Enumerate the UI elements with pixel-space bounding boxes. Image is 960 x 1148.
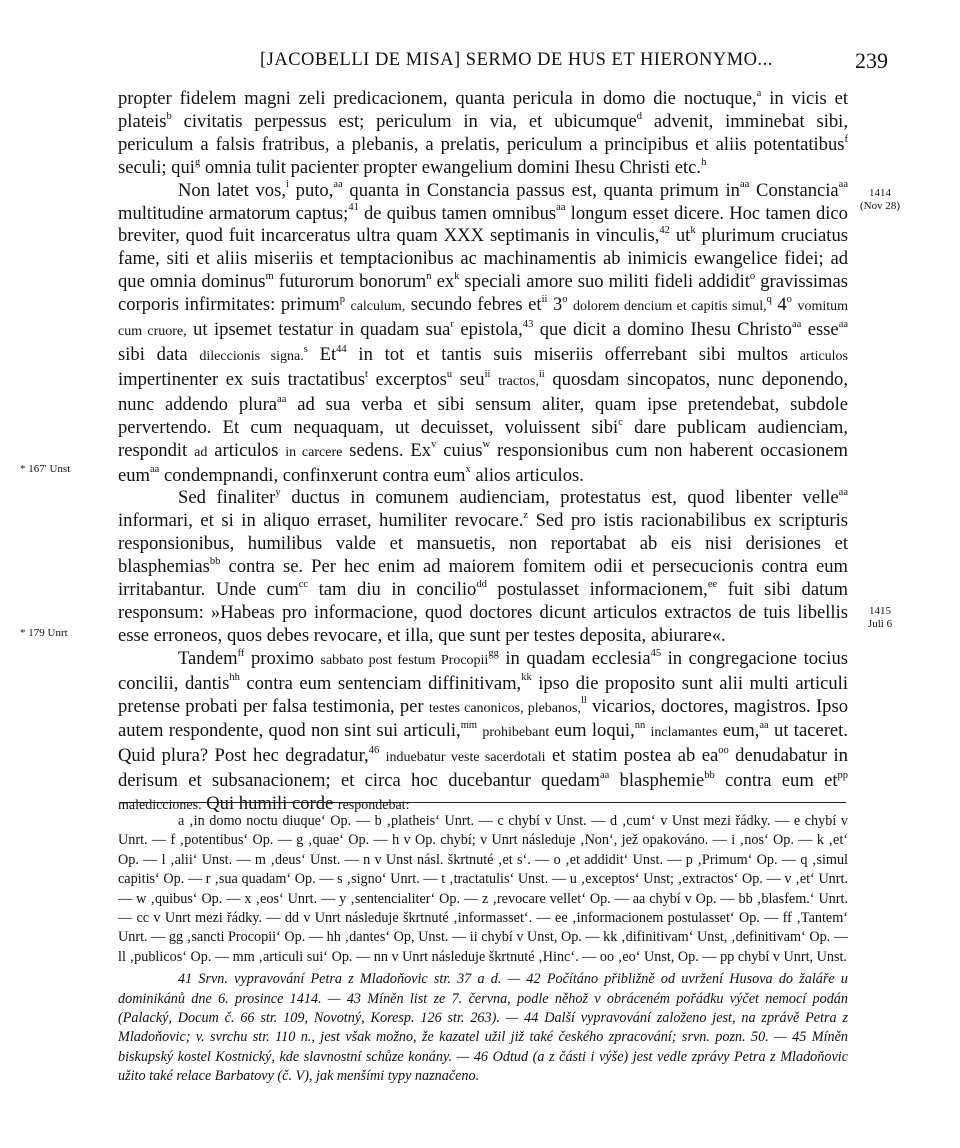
text-run: responsionibus cum non haberent occasionem eum (118, 439, 849, 486)
text-run: advenit, imminebat sibi, periculum a falsis fratribus, a plebanis, a prelatis, periculum a principibus et aliis potentatibus (118, 110, 848, 155)
text-run: impertinenter ex suis tractatibus (118, 368, 366, 390)
text-run: ductus in comunem audienciam, protestatus est, quod libenter (280, 487, 803, 509)
text-run: Sed pro istis racionabilibus ex scripturis responsionibus, humilibus valde et mansuetis, non reportabat ab eis nisi derisiones et blasphemias (118, 510, 848, 578)
text-run: seu (452, 368, 485, 390)
note-mark: k (454, 271, 460, 283)
note-mark: ll (580, 695, 587, 707)
note-mark: aa (333, 179, 343, 191)
text-run: blasphemie (609, 770, 705, 792)
text-run: in carcere (285, 444, 343, 460)
margin-date-1415 (850, 605, 910, 631)
note-mark: aa (599, 770, 610, 782)
margin-date-1414 (850, 187, 910, 213)
text-run: plurimum cruciatus fame, siti et aliis miseriis et temptacionibus ac machinamentis ab inimicis ewangelice fidei; ad que omnia dominus (118, 225, 848, 293)
running-title: [JACOBELLI DE MISA] SERMO DE HUS ET HIERONYMO... (260, 50, 773, 70)
margin-note-unst: * 167' Unst (20, 463, 71, 475)
text-run: 4 (771, 294, 787, 316)
note-mark: kk (521, 672, 532, 684)
text-run: induebatur veste sacerdotali (385, 750, 546, 766)
text-run: eum, (717, 720, 760, 742)
text-run: articulos (207, 439, 286, 461)
text-run: Sed finaliter (178, 487, 276, 509)
text-run: futurorum bonorum (273, 271, 427, 293)
text-run: in quadam ecclesia (498, 647, 651, 669)
text-run: ipso die proposito sunt alii multi articuli pretense probati per falsa testimonia, per (118, 672, 848, 717)
text-run: sabbato post festum Procopii (320, 652, 489, 668)
note-mark: u (446, 368, 453, 380)
text-run: dantis (184, 672, 230, 694)
note-mark: aa (838, 318, 849, 330)
note-mark: q (766, 293, 772, 305)
note-mark: oo (718, 745, 729, 757)
note-mark: 42 (659, 225, 670, 237)
paragraph (118, 88, 848, 180)
note-mark: 46 (368, 745, 380, 757)
note-mark: x (465, 464, 471, 476)
text-run: excerptos (367, 368, 447, 390)
note-mark: ii (538, 368, 545, 380)
text-run: eum loqui, (549, 720, 635, 742)
note-mark: bb (704, 770, 715, 782)
paragraph (118, 487, 848, 647)
note-mark: aa (838, 179, 848, 191)
text-run: in congregacione tocius concilii, (118, 647, 848, 694)
note-mark: nn (634, 720, 646, 732)
text-run: proximo (244, 647, 321, 669)
text-run: calculum, (350, 299, 406, 315)
text-run: 3 (547, 294, 563, 316)
margin-day: Juli 6 (867, 618, 893, 630)
text-run: maledicciones. (118, 798, 202, 814)
note-mark: ff (237, 647, 245, 659)
text-run: speciali amore suo militi fideli addidit (459, 271, 750, 293)
note-mark: dd (476, 578, 487, 590)
footnote-divider (120, 802, 846, 803)
note-mark: o (786, 293, 792, 305)
text-run: testes canonicos, plebanos, (428, 700, 581, 716)
note-mark: a (756, 87, 762, 99)
text-run: ex (431, 271, 455, 293)
note-mark: d (636, 110, 643, 122)
text-run: multitudine armatorum captus; (118, 202, 349, 224)
commentary-notes: 41 Srvn. vypravování Petra z Mladoňovic str. 37 a d. — 42 Počítáno přibližně od uvržení Husova do žaláře u dominikánů dne 6. prosince 1414. — 43 Míněn list ze 7. června, podle něhož v obráceném pořádku výčet nemocí podán (Palacký, Docum č. 66 str. 109, Novotný, Koresp. 126 str. 263). — 44 Další vypravování založeno jest, na zprávě Petra z Mladoňovic; v. svrchu str. 110 n., jest však možno, že kazatel užil již také českého zpracování; srvn. pozn. 50. — 45 Míněn biskupský kostel Kostnický, kde slavnostní schůze konány. — 46 Odtud (a z části i výše) jest vedle zprávy Petra z Mladoňovic užito také relace Barbatovy (č. V), jak menšími typy naznačeno. (118, 971, 848, 1085)
note-mark: c (618, 416, 623, 428)
note-mark: aa (791, 318, 802, 330)
text-run: longum esset dicere. Hoc tamen dico breviter, quod fuit incarceratus ultra quam XXX septimanis in vinculis, (118, 202, 848, 247)
text-run: contra se. Per hec enim ad maiorem fomitem odii et persecucionis contra eum irritabantur. Unde cum (118, 556, 848, 601)
text-run (490, 369, 498, 390)
note-mark: hh (229, 672, 240, 684)
note-mark: k (690, 225, 696, 237)
note-mark: b (166, 110, 172, 122)
text-run: in tot et tantis suis miseriis offerrebant sibi multos (346, 343, 800, 365)
note-mark: 43 (522, 318, 534, 330)
text-run: dare publicam audienciam, respondit (118, 416, 848, 461)
note-mark: o (562, 293, 568, 305)
note-mark: y (275, 487, 281, 499)
note-mark: aa (739, 179, 750, 191)
text-run: inclamantes (650, 725, 718, 741)
paragraph (118, 648, 848, 818)
text-run: vicarios, doctores, magistros. Ipso autem respondente, quod non sint sui articuli, (118, 695, 848, 742)
text-run: ut (669, 225, 691, 247)
text-run: ad sua verba et sibi sensum aliter, quam ipse pretendebat, subdole pervertendo. Et cum nequaquam, ut decuisset, voluissent sibi (118, 393, 848, 438)
paragraph (118, 180, 848, 488)
text-run: Et (307, 343, 337, 365)
text-run: prohibebant (482, 725, 550, 741)
text-run: et statim postea ab ea (545, 745, 719, 767)
text-run: articulos (799, 348, 849, 364)
note-mark: p (339, 293, 345, 305)
note-mark: m (265, 271, 274, 283)
note-mark: pp (837, 770, 849, 782)
text-run: postulasset informacionem, (486, 579, 708, 601)
main-text (118, 88, 848, 818)
text-run: vomitum cum cruore, (118, 299, 848, 340)
text-run: tractos, (498, 373, 539, 389)
text-run: puto, (288, 179, 334, 201)
text-run: seculi; qui (118, 156, 195, 178)
note-mark: w (482, 439, 491, 451)
text-run: quanta in Constancia passus est, quanta primum in (342, 179, 740, 201)
margin-note-unrt: * 179 Unrt (20, 627, 68, 639)
text-run: contra eum et (714, 770, 838, 792)
text-run: sedens. Ex (342, 439, 432, 461)
note-mark: cc (298, 578, 309, 590)
text-run: cuius (436, 439, 483, 461)
margin-day: (Nov 28) (859, 200, 901, 212)
text-run: ut taceret. Quid plura? Post hec degradatur, (118, 720, 848, 767)
text-run: tam diu in concilio (308, 579, 477, 601)
note-mark: 44 (336, 343, 347, 355)
note-mark: 41 (348, 202, 359, 214)
note-mark: h (701, 156, 707, 168)
text-run: ut ipsemet testatur in quadam sua (186, 319, 451, 341)
note-mark: i (285, 179, 289, 191)
text-run: que dicit a domino Ihesu Christo (533, 319, 792, 341)
note-mark: aa (759, 720, 769, 732)
text-run: civitatis perpessus est; periculum in via, et ubicumque (171, 110, 637, 132)
note-mark: n (426, 271, 432, 283)
text-run: respondebat: (337, 798, 410, 814)
variant-readings: a ‚in domo noctu diuque‘ Op. — b ‚platheis‘ Unrt. — c chybí v Unst. — d ‚cum‘ v Unst mezi řádky. — e chybí v Unrt. — f ‚potentibus‘ Op. — g ‚quae‘ Op. — h v Op. chybí; v Unrt následuje ‚Non‘, jež opakováno. — i ‚nos‘ Op. — k ‚et‘ Op. — l ‚alii‘ Unst. — m ‚deus‘ Unst. — n v Unst násl. škrtnuté ‚et s‘. — o ‚et addidit‘ Unst. — p ‚Primum‘ Op. — q ‚simul capitis‘ Op. — r ‚sua quadam‘ Op. — s ‚signo‘ Unrt. — t ‚tractatulis‘ Unst. — u ‚exceptos‘ Unst; ‚extractos‘ Op. — v ‚et‘ Unrt. — w ‚quibus‘ Op. — x ‚eos‘ Unrt. — y ‚sentencialiter‘ Op. — z ‚revocare vellet‘ Op. — aa chybí v Op. — bb ‚blasfem.‘ Unrt. — cc v Unrt mezi řádky. — dd v Unrt následuje škrtnuté ‚informasset‘. — ee ‚informacionem postulasset‘ Op. — ff ‚Tantem‘ Unrt. — gg ‚sancti Procopii‘ Op. — hh ‚dantes‘ Op, Unst. — ii chybí v Unst, Op. — kk ‚difinitivam‘ Unst, ‚definitivam‘ Op. — ll ‚publicos‘ Op. — mm ‚articuli sui‘ Op. — nn v Unrt následuje škrtnuté ‚Hinc‘. — oo ‚eo‘ Unst, Op. — pp chybí v Unrt, Unst. (118, 813, 848, 965)
text-run: Constancia (749, 179, 839, 201)
text-run: informari, et si in aliquo erraset, humiliter revocare. (118, 510, 524, 532)
note-mark: bb (209, 555, 221, 567)
text-run: dolorem dencium et capitis simul, (573, 299, 767, 315)
text-run: Non latet vos, (178, 179, 286, 201)
text-run: de quibus tamen omnibus (358, 202, 557, 224)
note-mark: aa (150, 464, 160, 476)
note-mark: f (844, 133, 848, 145)
text-run: condempnandi, confinxerunt contra eum (159, 464, 466, 486)
note-mark: mm (460, 720, 478, 732)
note-mark: r (450, 318, 454, 330)
note-mark: aa (277, 393, 287, 405)
text-run: Qui humili corde (201, 793, 338, 815)
margin-year: 1414 (869, 187, 891, 199)
text-run: epistola, (453, 319, 523, 341)
note-mark: aa (838, 487, 848, 499)
text-run: secundo febres et (405, 294, 542, 316)
margin-year: 1415 (869, 605, 891, 617)
note-mark: ee (707, 578, 718, 590)
note-mark: t (365, 368, 368, 380)
running-header (0, 48, 960, 78)
text-run: velle (802, 487, 839, 509)
text-run: esse (801, 319, 839, 341)
note-mark: o (749, 271, 756, 283)
text-run: in vicis et plateis (118, 88, 849, 132)
text-run: denudabatur in derisum et subsanacionem; et circa hoc ducebantur quedam (118, 745, 848, 792)
text-run: contra eum sentenciam diffinitivam, (239, 672, 522, 694)
text-run: fuit sibi datum responsum: »Habeas pro informacione, quod doctores dicunt articulos extractos de tuis libellis esse erroneos, quos debes revocare, et illa, que sunt per testes deposita, abiurare«. (118, 579, 849, 646)
text-run: quosdam sincopatos, nunc deponendo, nunc addendo plura (118, 368, 848, 415)
note-mark: s (303, 343, 308, 355)
footnotes (118, 812, 848, 1087)
text-run: Tandem (178, 647, 238, 669)
note-mark: aa (556, 202, 566, 214)
note-mark: z (523, 510, 529, 522)
note-mark: v (431, 439, 437, 451)
note-mark: g (194, 156, 201, 168)
text-run: omnia tulit pacienter propter ewangelium domini Ihesu Christi etc. (200, 156, 702, 178)
text-run: ad (194, 444, 208, 460)
note-mark: gg (488, 647, 499, 659)
text-run: sibi data (118, 343, 200, 365)
note-mark: ii (541, 293, 548, 305)
text-run: dileccionis signa. (199, 348, 304, 364)
note-mark: ii (484, 368, 491, 380)
text-run: gravissimas corporis infirmitates: primum (118, 271, 848, 316)
page-number: 239 (855, 48, 888, 73)
text-run: propter fidelem magni zeli predicacionem, quanta pericula in domo die noctuque, (118, 88, 757, 109)
note-mark: 45 (650, 647, 662, 659)
text-run: alios articulos. (470, 464, 584, 486)
